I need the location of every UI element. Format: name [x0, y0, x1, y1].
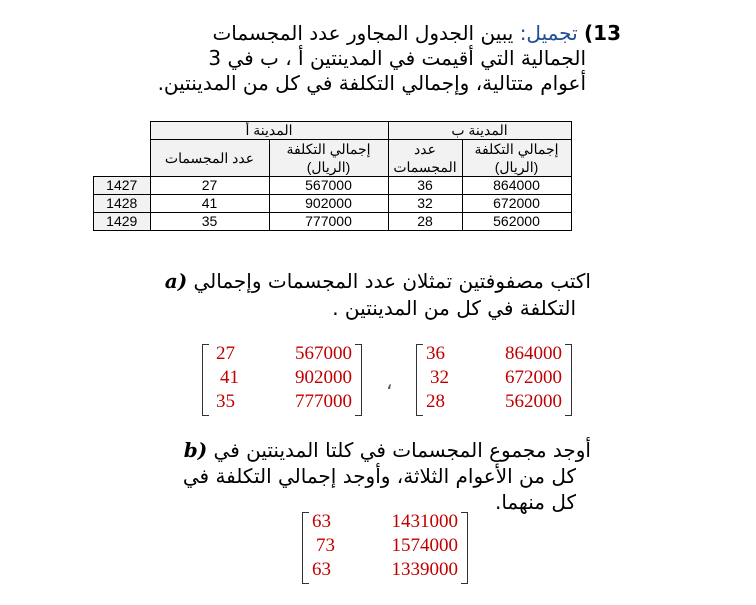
cost-b-cell: 562000 [462, 213, 571, 231]
cost-b-cell: 864000 [462, 177, 571, 195]
col-count-b: عدد المجسمات [388, 140, 462, 177]
matrix-separator: ، [386, 370, 393, 394]
table-row [94, 195, 572, 213]
question-line-1 [212, 20, 621, 47]
count-b-cell: 36 [388, 177, 462, 195]
matrix-cell: 777000 [295, 391, 352, 412]
city-b-header: المدينة ب [388, 122, 571, 140]
part-b-line-3: كل منهما. [494, 490, 576, 514]
matrix-cell: 41 [220, 367, 239, 388]
matrix-cell: 27 [216, 343, 235, 364]
matrix-city-a [202, 342, 362, 414]
table-corner [94, 122, 151, 140]
matrix-cell: 73 [316, 535, 335, 556]
table-corner-2 [94, 140, 151, 177]
data-table [93, 121, 572, 231]
count-a-cell: 35 [150, 213, 269, 231]
matrix-cell: 567000 [295, 343, 352, 364]
cost-a-cell: 777000 [269, 213, 388, 231]
cost-b-cell: 672000 [462, 195, 571, 213]
question-text-1: يبين الجدول المجاور عدد المجسمات [212, 21, 514, 45]
matrix-cell: 902000 [295, 367, 352, 388]
col-cost-a: إجمالي التكلفة (الريال) [269, 140, 388, 177]
city-a-header: المدينة أ [150, 122, 388, 140]
matrix-cell: 562000 [505, 391, 562, 412]
cost-a-cell: 902000 [269, 195, 388, 213]
col-cost-b: إجمالي التكلفة (الريال) [462, 140, 571, 177]
count-a-cell: 27 [150, 177, 269, 195]
table-row [94, 213, 572, 231]
matrix-cell: 63 [312, 559, 331, 580]
col-count-a: عدد المجسمات [150, 140, 269, 177]
matrix-cell: 672000 [505, 367, 562, 388]
part-a-line-1 [165, 268, 591, 295]
matrix-cell: 1339000 [391, 559, 458, 580]
question-line-3: أعوام متتالية، وإجمالي التكلفة في كل من المدينتين. [157, 71, 586, 95]
question-number: 13) [584, 21, 621, 45]
part-b-label: b) [183, 438, 208, 462]
year-cell: 1427 [94, 177, 151, 195]
part-a-line-2: التكلفة في كل من المدينتين . [332, 296, 576, 320]
matrix-cell: 32 [430, 367, 449, 388]
matrix-sum [302, 510, 468, 582]
matrix-cell: 63 [312, 511, 331, 532]
matrix-cell: 1574000 [391, 535, 458, 556]
part-b-line-1 [184, 437, 591, 464]
matrix-city-b [416, 342, 572, 414]
count-b-cell: 32 [388, 195, 462, 213]
cost-a-cell: 567000 [269, 177, 388, 195]
part-b-line-2: كل من الأعوام الثلاثة، وأوجد إجمالي التكلفة في [182, 464, 576, 488]
count-a-cell: 41 [150, 195, 269, 213]
part-a-label: a) [164, 269, 188, 293]
matrix-cell: 864000 [505, 343, 562, 364]
year-cell: 1429 [94, 213, 151, 231]
count-b-cell: 28 [388, 213, 462, 231]
matrix-cell: 36 [426, 343, 445, 364]
question-line-2: الجمالية التي أقيمت في المدينتين أ ، ب في 3 [208, 46, 586, 70]
matrix-cell: 1431000 [391, 511, 458, 532]
matrix-cell: 28 [426, 391, 445, 412]
part-b-text-1: أوجد مجموع المجسمات في كلتا المدينتين في [213, 438, 591, 462]
part-a-text-1: اكتب مصفوفتين تمثلان عدد المجسمات وإجمالي [193, 269, 591, 293]
year-cell: 1428 [94, 195, 151, 213]
question-topic: تجميل: [519, 21, 578, 45]
table-row [94, 177, 572, 195]
matrix-cell: 35 [216, 391, 235, 412]
